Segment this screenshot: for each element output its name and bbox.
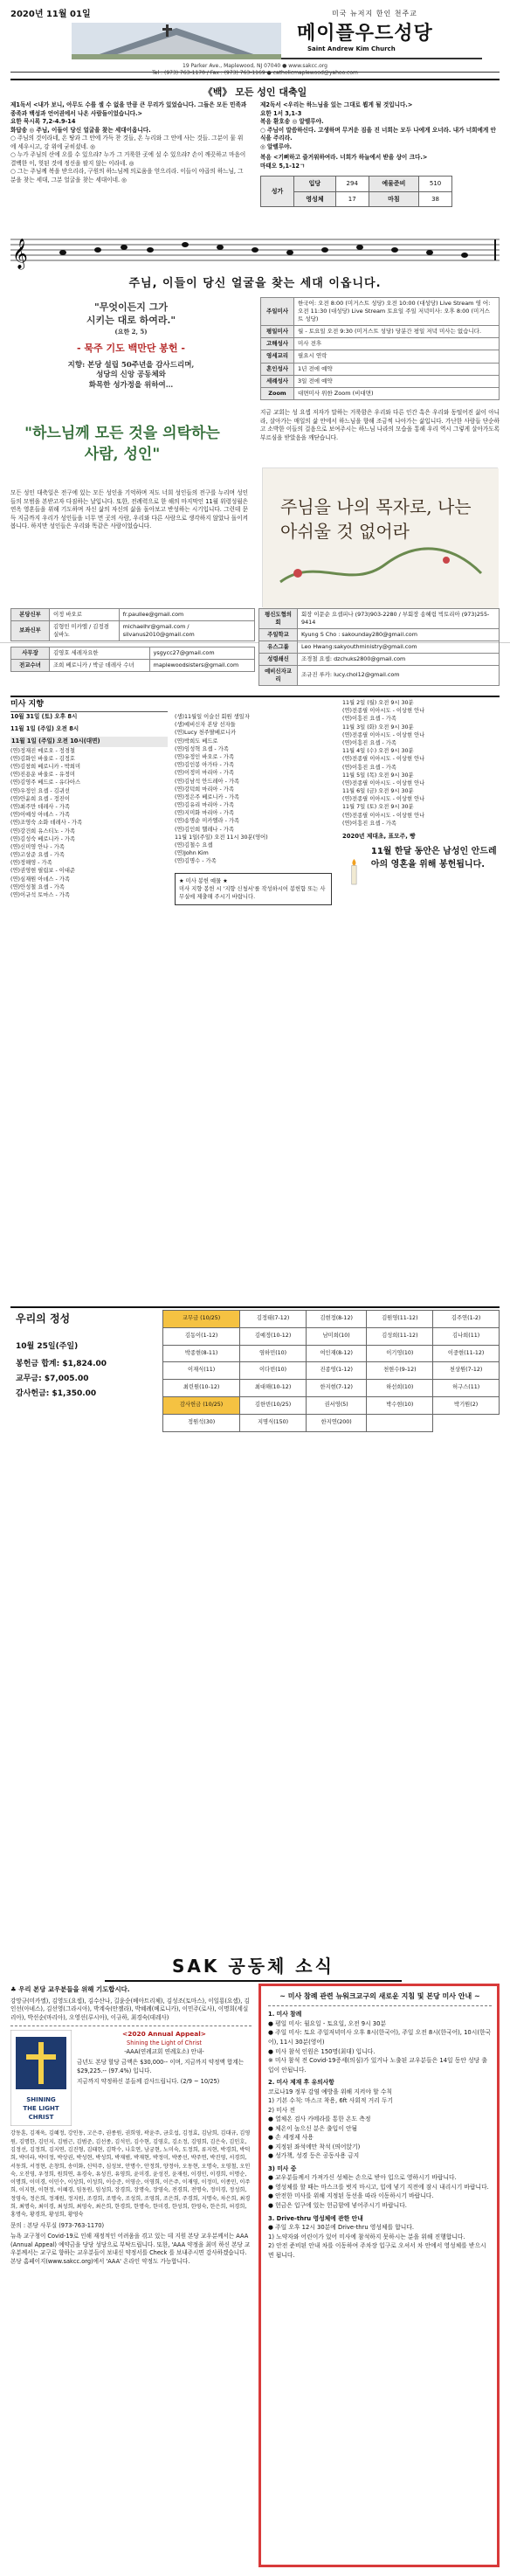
annual-appeal-logo — [10, 2030, 72, 2126]
divider — [268, 2005, 492, 2006]
offering-cell: 하선희(10) — [367, 1380, 433, 1397]
bulletin-header — [10, 5, 500, 65]
intentions-list-2: (생)11월일 이슬선 회원 생일자 (생)예비신자 본당 선자들 (연)Lucy 천주딸베로니카 (연)박희도 베드로 (연)임성혁 요셉 - 가족 (연)유정인 바오로 - 가족 (연)김인봉 아가타 - 가족 (연)이정미 마리아 - 가족 (연)김남석 안드레아 - 가족 (연)강덕희 마리아 - 가족 (연)정은주 베로니카 - 가족 (연)김유리 마리아 - 가족 (연)지미화 마리아 - 가족 (연)송명순 미카엘라 - 가족 (연)김인희 헬레나 - 가족 11월 1일(주일) 오전 11시 30분(영어) (연)김철수 요셉 (연)John Kim (연)김명수 - 가족 — [175, 714, 268, 865]
staff-name: 조희 베로니카 / 박금 데레사 수녀 — [50, 659, 150, 671]
offering-cell: 박종현(8-11) — [163, 1345, 240, 1362]
offering-cell — [367, 1414, 433, 1431]
staff-name: 김형민 미카엘 / 김정겸 실바노 — [50, 620, 120, 641]
guideline-item: ● 미사 참석 인원은 150명(최대) 입니다. — [268, 2047, 376, 2055]
quote-line-6: 화목한 성가정을 위하여… — [88, 380, 174, 390]
offering-row — [163, 1414, 500, 1431]
prayer-names: 강망규(미카엘), 김영도(요셉), 김수산나, 길윤순(베아트리체), 김성조(토마스), 이일룡(요셉), 김인선(아녜스), 김선영(그라시아), 박계숙(안젤라), 박혜례(베로니카), 이민주(로사), 이명희(세실리아), 박선순(마리아), 오영선(루시아), 이규하, 최경숙(데레사) — [10, 1997, 250, 2021]
intentions-col-2 — [175, 713, 332, 905]
church-address: 19 Parker Ave., Maplewood, NJ 07040 ● www.sakcc.org — [10, 63, 500, 73]
offering-row — [163, 1362, 500, 1380]
staff-name: 김영호 세레자요한 — [50, 647, 150, 660]
donor-names: 강동훈, 김재욱, 김혜정, 강인동, 고은주, 권종원, 권희영, 곽윤주, 금호섭, 김정효, 김남희, 김대규, 김영원, 김명한, 김민지, 김범근, 김범준, 김선종, 김석민, 김수현, 김영호, 김소정, 김영희, 김은숙, 김인호, 김정선, 김정희, 김지연, 김진형, 김태현, 김학수, 나호연, 남궁현, 노미숙, 도정희, 류지현, 박경희, 박덕희, 박미라, 박미정, 박상권, 박성현, 박성희, 박재범, 박재현, 박정미, 박종선, 박주연, 박진영, 서경희, 서동희, 서정현, 손창희, 송미화, 신덕주, 심성보, 안명수, 안정희, 양정아, 오동현, 오명숙, 오영철, 오인숙, 오진영, 우정희, 원희연, 유경숙, 유성진, 유영희, 윤미경, 윤성진, 윤재원, 이경민, 이경희, 이명순, 이명희, 이미경, 이민수, 이상희, 이성희, 이승준, 이영순, 이영희, 이은주, 이재영, 이정미, 이종민, 이주희, 이지현, 이현정, 이혜경, 임동원, 임성희, 장경희, 장명숙, 장영숙, 전경희, 전명숙, 정미경, 정성희, 정영숙, 정은희, 정재원, 정지원, 조경희, 조명숙, 조성희, 조영희, 조은희, 주경희, 지명숙, 차은희, 최경희, 최명숙, 최미경, 최성희, 최영숙, 최은희, 한경희, 한명숙, 한미경, 한성희, 한영숙, 한은희, 허경희, 홍명숙, 황경희, 황성희, 황영숙 — [10, 2130, 251, 2219]
offering-cell: 진종영(1-12) — [306, 1362, 366, 1380]
offering-cell: 염하민(10) — [240, 1345, 307, 1362]
appeal-title: <2020 Annual Appeal> — [122, 2030, 206, 2039]
article-left: 모든 성인 대축일은 전구에 있는 모든 성인을 기억하며 저도 너희 성인들의 전구를 누리며 성인들의 모범을 본받고자 다짐하는 날입니다. 또한, 전례력으로 한 해의 마지막인 11월 위령성월은 연옥 영혼들을 위해 기도하며 자신 삶의 자신의 삶을 돌아보고 반성하는 시기입니다. 그런데 문득 지금까지 우리가 성인들을 너무 먼 곳의 사람, 우리와 다른 사람으로 생각하지 않았나 돌이켜봅니다. 하지만 성인들은 우리와 똑같은 사람이었습니다. — [10, 489, 248, 530]
council-info: 조규진 루카: lucy.chol12@gmail.com — [298, 665, 500, 685]
guideline-item: ● 성가책, 성경 등은 공동사용 금지 — [268, 2152, 360, 2160]
staff-table — [10, 608, 255, 641]
guidelines-text — [268, 1991, 492, 2260]
music-staff — [10, 232, 500, 273]
hymn-table — [260, 176, 452, 206]
memorial-note: 11월 한달 동안은 남성인 안드레아의 영혼을 위해 봉헌됩니다. — [370, 846, 497, 869]
feast-title: 《백》 모든 성인 대축일 — [203, 87, 307, 98]
intentions-col-1 — [10, 713, 168, 899]
guideline-item: 2) 안전 준비된 안내 차를 이동하여 주차장 입구로 오셔서 차 안에서 영성체를 받으시면 됩니다. — [268, 2242, 486, 2259]
article-right: 지금 교회는 성 요셉 저자가 말하는 거룩함은 우리와 다른 인간 혹은 우리와 동떨어진 삶이 아니라, 살아가는 매일의 삶 안에서 하느님을 향해 조금씩 나아가는 삶입니다. 가난한 사람들 단순하고 소박한 이들의 걸음으로 보여주시는 하느님 나라의 모습을 통해 우리 역시 그렇게 살아가도록 부르심을 받았음을 깨닫습니다. — [260, 409, 500, 441]
theme-quote: "하느님께 모든 것을 의탁하는 사람, 성인" — [24, 425, 220, 463]
offering-cell: 권서영(5) — [306, 1397, 366, 1415]
gospel: 복음 <기뻐하고 즐거워하여라. 너희가 하늘에서 받을 상이 크다.> — [260, 154, 428, 162]
offering-cell: 최대해(10-12) — [240, 1380, 307, 1397]
dues-sum: 교무금: $7,005.00 — [16, 1375, 89, 1384]
svg-text:THE LIGHT: THE LIGHT — [23, 2105, 59, 2113]
alleluia-verse: ○ 주님이 말씀하신다. 고생하며 무거운 짐을 진 너희는 모두 나에게 오너라. 내가 너희에게 안식을 주리라. — [260, 126, 496, 142]
intentions-col-3 — [342, 699, 500, 897]
office-contact: 문의 : 본당 사무실 (973-763-1170) — [10, 2221, 105, 2229]
appeal-subtitle-2: -AAA(연례교회 연례호소) 안내- — [124, 2047, 204, 2055]
guideline-item: ● 헌금은 입구에 있는 헌금함에 넣어주시기 바랍니다. — [268, 2202, 407, 2210]
offering-grid — [162, 1310, 500, 1432]
offering-cell: 최린원(10-12) — [163, 1380, 240, 1397]
appeal-text — [77, 2030, 252, 2126]
offering-cell: 천현수(9-12) — [367, 1362, 433, 1380]
offering-cell: 한지연(200) — [306, 1414, 366, 1431]
psalm-verse-2: ○ 누가 주님의 산에 오를 수 있으랴? 누가 그 거룩한 곳에 설 수 있으랴? 손이 깨끗하고 마음이 결백한 이, 헛된 것에 정신을 팔지 않는 이라네. ◎ — [10, 151, 246, 167]
candle-icon — [342, 845, 366, 897]
hymn-communion: 17 — [335, 191, 369, 206]
guideline-item: 3. Drive-thru 영성체에 관한 안내 — [268, 2214, 363, 2222]
guideline-item: ● 지정된 좌석에만 착석 (띄어앉기) — [268, 2143, 361, 2150]
guideline-item: ● 평일 미사: 월요일 - 토요일, 오전 9시 30분 — [268, 2019, 387, 2027]
guideline-item: 3) 미사 중 — [268, 2164, 297, 2172]
quote-line-1: "무엇이든지 그가 — [94, 301, 168, 313]
svg-text:CHRIST: CHRIST — [28, 2114, 54, 2122]
staff-name: 이정 바오로 — [50, 609, 120, 621]
svg-text:SHINING: SHINING — [26, 2096, 56, 2104]
staff-table-2 — [10, 647, 255, 672]
council-info: Kyung S Cho : sakounday280@gmail.com — [298, 628, 500, 641]
offering-cell: 한지현(7-12) — [306, 1380, 366, 1397]
guideline-item: ● 안전한 미사를 위해 지정된 동선을 따라 이동하시기 바랍니다. — [268, 2192, 434, 2200]
sunday-mass: 한국어: 오전 8:00 (미거스트 성당) 오전 10:00 (대성당) Live Stream 영 어: 오전 11:30 (대성당) Live Stream 토요일 주일 저녁미사: 오후 8:00 (미거스트 성당) — [294, 298, 500, 326]
guideline-item: ● 주일 오후 12시 30분에 Drive-thru 영성체를 합니다. — [268, 2224, 415, 2232]
guideline-item: 1) 노약자와 어린이가 있어 미사에 참석하지 못하시는 분을 위해 진행합니다. — [268, 2233, 465, 2240]
staff-role: 사무장 — [11, 647, 50, 660]
alleluia: 복음 환호송 ◎ 알렐루야. — [260, 118, 324, 126]
council-info: 조경철 요셉: dzchuks2800@gmail.com — [298, 653, 500, 665]
quote-line-3: - 묵주 기도 백만단 봉헌 - — [77, 343, 185, 355]
quote-ref: (요한 2, 5) — [114, 327, 148, 336]
staff-role: 본당신부 — [11, 609, 50, 621]
annual-appeal — [10, 2030, 252, 2126]
staff-email[interactable]: fr.paullee@gmail.com — [119, 609, 254, 621]
music-notes-image — [10, 232, 500, 273]
offering-cell: 김주연(1-2) — [433, 1311, 500, 1328]
hymn-offertory: 510 — [419, 177, 452, 191]
marriage: 1년 전에 예약 — [294, 363, 500, 375]
offering-cell: 여인재(8-12) — [306, 1345, 366, 1362]
council-role: 평신도협의회 — [259, 609, 298, 629]
offering-cell: 이다빈(10) — [240, 1362, 307, 1380]
alleluia-end: ◎ 알렐루야. — [260, 142, 293, 150]
church-name-en: Saint Andrew Kim Church — [307, 45, 396, 52]
offering-cell: 이중현(11-12) — [433, 1345, 500, 1362]
intention-date: 10월 31일 (토) 오후 8시 — [10, 713, 78, 720]
prayer-heading: ♣ 우리 본당 교우분들을 위해 기도합시다. — [10, 1985, 130, 1993]
quote-line-4: 지향: 본당 설립 50주년을 감사드리며, — [67, 360, 195, 370]
offering-cell: 김현정(8-12) — [306, 1311, 366, 1328]
intentions-list-3: 11월 2일 (월) 오전 9시 30분 (연)전종필 이아시도 - 이상현 안나 (연)이흥진 요셉 - 가족 11월 3일 (화) 오전 9시 30분 (연)전종필 이아시도 - 이상현 안나 (연)이흥진 요셉 - 가족 11월 4일 (수) 오전 9시 30분 (연)전종필 이아시도 - 이상현 안나 (연)이흥진 요셉 - 가족 11월 5일 (목) 오전 9시 30분 (연)전종필 이아시도 - 이상현 안나 11월 6일 (금) 오전 9시 30분 (연)전종필 이아시도 - 이상현 안나 11월 7일 (토) 오전 9시 30분 (연)전종필 이아시도 - 이상현 안나 (연)이흥진 요셉 - 가족 — [342, 700, 425, 827]
memorial-box — [342, 845, 500, 897]
offering-date: 10월 25일(주일) — [16, 1342, 79, 1351]
offering-cell: 박기원(2) — [433, 1397, 500, 1415]
council-info: Leo Hwang:sakyouthministry@gmail.com — [298, 641, 500, 653]
offering-cell: 김예정(10-12) — [240, 1327, 307, 1345]
guideline-item: ● 체온이 높으신 분은 출입이 안됨 — [268, 2124, 358, 2132]
council-role: 주일학교 — [259, 628, 298, 641]
prayer-section — [10, 1985, 252, 2266]
baptism: 3일 전에 예약 — [294, 375, 500, 387]
church-contacts: Tel : (973) 763-1170 / Fax : (973) 763-1169 ● catholicmaplewood@yahoo.com — [10, 70, 500, 80]
intentions-list-1: (연)정재진 메로오 - 정경철 (연)김화인 바울로 - 김정호 (연)김창희 베로니카 - 박희미 (연)진용운 바울로 - 유정미 (연)김영주 베드로 - 유다아스 (연)우정인 요셉 - 김귀선 (연)안윤희 요셉 - 정진이 (연)최주만 데레사 - 가족 (연)이예성 아녜스 - 가족 (연)조영숙 소화 데레사 - 가족 (연)강건희 유스티노 - 가족 (연)김성숙 베로니카 - 가족 (연)신미영 안나 - 가족 (연)고상준 요셉 - 가족 (연)정해영 - 가족 (연)권영현 필립보 - 이대준 (연)심재원 아녜스 - 가족 (연)안성철 요셉 - 가족 (연)이규석 토마스 - 가족 — [10, 747, 83, 899]
staff-email[interactable]: michaelhr@gmail.com / silvanus2010@gmail.com — [119, 620, 254, 641]
staff-email[interactable]: maplewoodsisters@gmail.com — [149, 659, 254, 671]
church-building-photo — [72, 23, 281, 59]
hymn-label: 성가 — [261, 177, 294, 206]
appeal-subtitle: Shining the Light of Christ — [127, 2039, 202, 2047]
offering-cell: 허구스(11) — [433, 1380, 500, 1397]
church-name — [297, 10, 433, 48]
offering-cell: 김정태(7-12) — [240, 1311, 307, 1328]
guideline-item: 2) 미사 전 — [268, 2106, 295, 2114]
offering-sums — [16, 1357, 107, 1402]
staff-email[interactable]: ysgycc27@gmail.com — [149, 647, 254, 660]
offering-cell: 이재식(11) — [163, 1362, 240, 1380]
offering-notice: ★ 미사 봉헌 예물 ★ 미사 지향 봉헌 시 '지향 신청서'를 작성하시어 봉헌함 또는 사무실에 제출해 주시기 바랍니다. — [175, 873, 332, 905]
svg-text:𝄞: 𝄞 — [12, 239, 28, 269]
guideline-item: ● 손 세정제 사용 — [268, 2134, 314, 2142]
offering-title: 우리의 정성 — [16, 1312, 71, 1325]
offering-cell: 감사헌금 (10/25) — [163, 1397, 240, 1415]
page-1 — [0, 0, 510, 643]
thanks-sum: 감사헌금: $1,350.00 — [16, 1389, 97, 1399]
guidelines-title: ~ 미사 참례 관련 뉴워크교구의 새로운 지침 및 본당 미사 안내 ~ — [279, 1992, 480, 2000]
page-4 — [0, 1949, 510, 2576]
council-role: 성령쇄신 — [259, 653, 298, 665]
offering-cell: 김성희(11-12) — [367, 1327, 433, 1345]
hymn-offertory-label: 예물준비 — [369, 177, 418, 191]
offering-row — [163, 1380, 500, 1397]
guideline-item: 1) 기본 수칙: 마스크 착용, 6ft 사회적 거리 두기 — [268, 2097, 394, 2105]
zoom-mass: 대면미사 위한 Zoom (비대면) — [294, 387, 500, 399]
guideline-item: ● 열체온 검사 카메라를 통한 온도 측정 — [268, 2116, 371, 2123]
mass-schedule-table: 주일미사 한국어: 오전 8:00 (미거스트 성당) 오전 10:00 (대성당) Live Stream 영 어: 오전 11:30 (대성당) Live Stream 토요일 주일 저녁미사: 오후 8:00 (미거스트 성당) 평일미사 월 - 토요일 오전 9:30 (미거스트 성당) 당분간 평일 저녁 미사는 없습니다. 고해성사 미사 전후 영세교리 필요시 연락 혼인성사 1년 전에 예약 세례성사 3일 전에 예약 Zoom 대면미사 위한 Zoom (비대면) — [260, 297, 500, 400]
staff-role: 전교수녀 — [11, 659, 50, 671]
guideline-item: ※ 미사 참석 전 Covid-19증세(의심)가 있거나 노출된 교우분들은 14일 동안 성당 출입이 안됩니다. — [268, 2057, 487, 2074]
community-news-title: SAK 공동체 소식 — [105, 1954, 402, 1982]
offering-row — [163, 1311, 500, 1328]
intentions-title: 미사 지향 — [10, 699, 168, 712]
bulletin-date: 2020년 11월 01일 — [10, 10, 91, 19]
prayer-quote-box — [52, 301, 210, 391]
offering-cell: 교무금 (10/25) — [163, 1311, 240, 1328]
hymn-communion-label: 영성체 — [294, 191, 336, 206]
church-name-text: 메이플우드성당 — [297, 23, 433, 45]
offering-cell: 김나희(11) — [433, 1327, 500, 1345]
council-role: 예비신자교리 — [259, 665, 298, 685]
reading-2: 제2독서 <우리는 하느님을 있는 그대로 뵙게 될 것입니다.> — [260, 101, 413, 108]
offering-cell: 천상원(7-12) — [433, 1362, 500, 1380]
guideline-item: 코로나19 정부 감염 예방을 위해 지켜야 할 수칙 — [268, 2088, 392, 2095]
psalm-verse-3: ○ 그는 주님께 복을 받으리라, 구원의 하느님께 의로움을 얻으리라. 이들이 야곱의 하느님, 그분을 찾는 세대, 그분 얼굴을 찾는 세대이네. ◎ — [10, 168, 244, 184]
offering-cell: 남미희(10) — [306, 1327, 366, 1345]
church-small-label: 미국 뉴저지 한인 천주교 — [332, 10, 417, 17]
hymn-closing: 38 — [419, 191, 452, 206]
offering-cell: 박수현(10) — [367, 1397, 433, 1415]
mass-guidelines-box — [258, 1984, 500, 2567]
page-3 — [0, 1306, 510, 1944]
weekday-mass: 월 - 토요일 오전 9:30 (미거스트 성당) 당분간 평일 저녁 미사는 없습니다. — [294, 326, 500, 338]
intention-date: 11월 1일 (주일) 오전 10시(대면) — [10, 737, 168, 747]
guideline-item: 1. 미사 참례 — [268, 2011, 302, 2019]
photo-calligraphy: 주님을 나의 목자로, 나는 아쉬울 것 없어라 — [280, 496, 472, 542]
reading-1: 제1독서 <내가 보니, 아무도 수를 셀 수 없을 만큼 큰 무리가 있었습니다. 그들은 모든 민족과 종족과 백성과 언어권에서 나온 사람들이었습니다.> — [10, 101, 247, 117]
offering-cell: 김동이(1-12) — [163, 1327, 240, 1345]
readings-left — [10, 101, 248, 184]
guideline-item: ● 주일 미사: 토요 주일저녁미사 오후 8시(한국어), 주일 오전 8시(한국어), 10시(한국어), 11시 30분(영어) — [268, 2029, 492, 2046]
offering-cell: 이기영(10) — [367, 1345, 433, 1362]
offering-cell: 정원석(30) — [163, 1414, 240, 1431]
divider — [10, 2025, 252, 2026]
offering-row — [163, 1345, 500, 1362]
psalm-response: 화답송 ◎ 주님, 이들이 당신 얼굴을 찾는 세대이옵니다. — [10, 126, 151, 134]
appeal-amount: 금년도 본당 할당 금액은 $30,000-- 이며, 지금까지 약정액 합계는 $29,225.-- (97.4%) 입니다. — [77, 2059, 245, 2074]
reading-1-ref: 요한 묵시록 7,2-4.9-14 — [10, 118, 76, 126]
scripture-photo — [262, 467, 498, 607]
hymn-entrance-label: 입당 — [294, 177, 336, 191]
offering-cell: 김원영(11-12) — [367, 1311, 433, 1328]
offering-row — [163, 1327, 500, 1345]
reading-2-ref: 요한 1서 3,1-3 — [260, 109, 302, 117]
divider — [10, 696, 500, 697]
offering-cell: 김한빈(10/25) — [240, 1397, 307, 1415]
confession: 미사 전후 — [294, 338, 500, 350]
baptism-class: 필요시 연락 — [294, 350, 500, 363]
council-info: 회장 이문순 요셉피나 (973)903-2280 / 부회장 송혜림 빅토리아 (973)255-9414 — [298, 609, 500, 629]
lay-council-table — [258, 608, 500, 686]
guideline-item: ● 영성체를 할 때는 마스크를 벗지 마시고, 입에 넣기 직전에 잠시 내리시기 바랍니다. — [268, 2183, 489, 2191]
music-lyric: 주님, 이들이 당신 얼굴을 찾는 세대 이옵니다. — [128, 277, 382, 290]
appeal-note: 뉴욕 교구청이 Covid-19로 인해 재정적인 어려움을 겪고 있는 데 지원 본당 교우분께서는 AAA (Annual Appeal) 예약금을 당당 성당으로 부탁드립니다. 또한, 'AAA 약정을 최미 하신 본당 교우분께서는 교구로 향하는 교우분들이 보내신 약정서를 Check 를 보내주시면 감사하겠습니다. 본당 홈페이지(www.sakcc.org)에서 'AAA' 온라인 약정도 가능합니다. — [10, 2233, 251, 2265]
offering-cell: 지명식(150) — [240, 1414, 307, 1431]
church-banner — [72, 10, 482, 59]
hymn-closing-label: 마침 — [369, 191, 418, 206]
guideline-item: 2. 미사 제재 후 유의사항 — [268, 2079, 334, 2087]
intention-date: 11월 1일 (주일) 오전 8시 — [10, 724, 79, 732]
quote-line-2: 시키는 대로 하여라." — [86, 314, 176, 326]
appeal-thanks: 지금까지 약정하신 분들께 감사드립니다. (2/9 ~ 10/25) — [77, 2078, 220, 2086]
council-role: 유스그룹 — [259, 641, 298, 653]
divider — [10, 1306, 500, 1308]
psalm-verse-1: ○ 주님의 것이라네, 온 땅과 그 안에 가득 찬 것들, 온 누리와 그 안에 사는 것들. 그분이 물 위에 세우시고, 강 위에 굳히셨네. ◎ — [10, 135, 244, 150]
staff-role: 보좌신부 — [11, 620, 50, 641]
guideline-item: ● 교우분들께서 가져가신 성체는 손으로 받아 입으로 영하시기 바랍니다. — [268, 2174, 457, 2182]
offering-row — [163, 1397, 500, 1415]
quote-line-5: 성당의 신앙 공동체와 — [96, 370, 166, 380]
offering-sum: 봉헌금 합계: $1,824.00 — [16, 1360, 107, 1368]
hymn-entrance: 294 — [335, 177, 369, 191]
readings-right — [260, 101, 500, 207]
gospel-ref: 마태오 5,1-12ㄱ — [260, 162, 306, 170]
altar-offering: 2020년 제대초, 표모주, 빵 — [342, 833, 416, 840]
